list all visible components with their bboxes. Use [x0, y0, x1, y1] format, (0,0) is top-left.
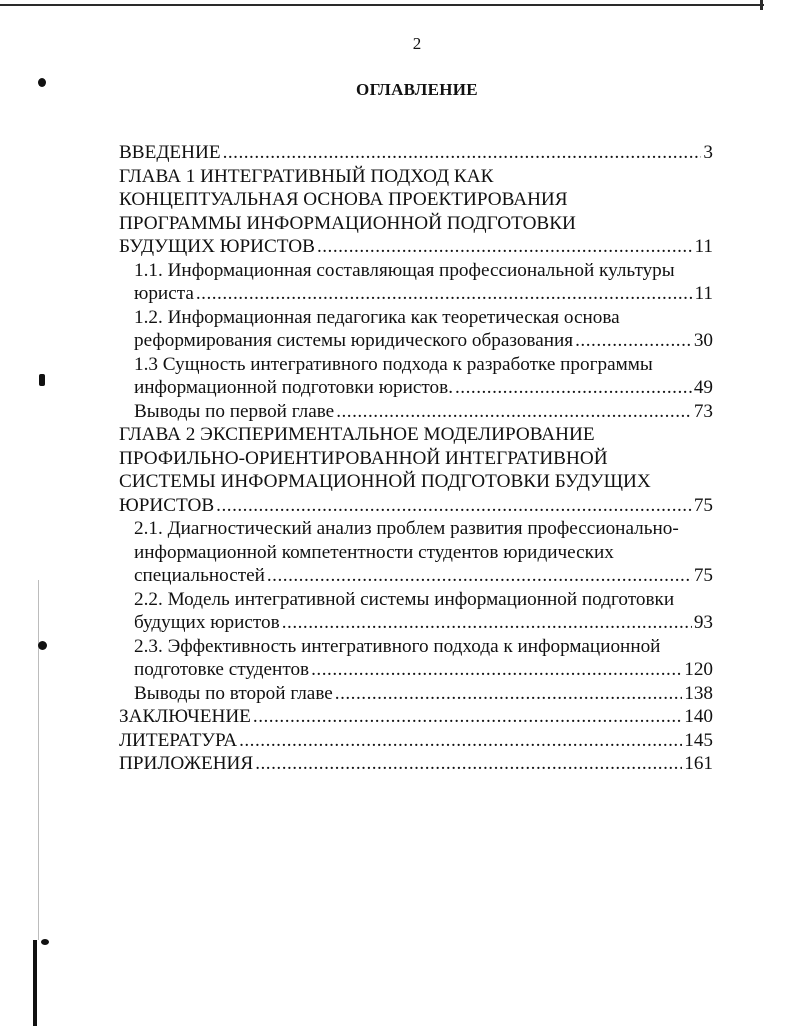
toc-page-number: 145 [684, 729, 713, 751]
toc-section-entry[interactable] [119, 682, 713, 706]
scan-speck [41, 939, 49, 945]
toc-section-entry[interactable] [119, 400, 713, 424]
toc-entry-title-line: 2.1. Диагностический анализ проблем развития профессионально- [134, 518, 679, 539]
toc-page-number: 93 [693, 612, 713, 633]
dot-leader [336, 400, 692, 424]
dot-leader [255, 752, 682, 776]
toc-entry-title: ВВЕДЕНИЕ [119, 142, 221, 163]
dot-leader [282, 611, 692, 635]
toc-page-number: 3 [703, 142, 713, 163]
toc-entry-last-line [134, 329, 713, 353]
toc-entry-last-line [134, 376, 713, 400]
toc-entry-last-line [134, 658, 713, 682]
toc-chapter-entry[interactable] [119, 705, 713, 729]
toc-entry-last-line [119, 235, 713, 259]
toc-entry-title-line: информационной компетентности студентов юридических [134, 541, 614, 563]
dot-leader [239, 729, 682, 753]
table-of-contents [119, 141, 713, 776]
toc-section-entry[interactable] [119, 306, 713, 353]
toc-page-number: 138 [684, 682, 713, 704]
dot-leader [216, 494, 692, 518]
toc-entry-title: юриста [134, 283, 194, 304]
toc-page-number: 75 [693, 565, 713, 586]
dot-leader [455, 376, 692, 400]
toc-entry-title: ПРИЛОЖЕНИЯ [119, 753, 254, 774]
toc-page-number: 11 [694, 236, 713, 257]
toc-entry-title-line: ПРОГРАММЫ ИНФОРМАЦИОННОЙ ПОДГОТОВКИ [119, 212, 576, 234]
toc-page-number: 73 [693, 400, 713, 422]
toc-entry-last-line [134, 564, 713, 588]
toc-entry-title: специальностей [134, 565, 265, 586]
toc-entry-title-line: ПРОФИЛЬНО-ОРИЕНТИРОВАННОЙ ИНТЕГРАТИВНОЙ [119, 447, 608, 469]
dot-leader [223, 141, 702, 165]
page-number: 2 [412, 34, 422, 53]
toc-entry-last-line [134, 400, 713, 424]
toc-chapter-entry[interactable] [119, 141, 713, 165]
toc-entry-title: ЛИТЕРАТУРА [119, 729, 238, 751]
toc-chapter-entry[interactable] [119, 752, 713, 776]
toc-entry-title: будущих юристов [134, 612, 280, 633]
toc-chapter-entry[interactable] [119, 165, 713, 259]
scan-speck [38, 641, 47, 650]
toc-entry-title-line: ГЛАВА 1 ИНТЕГРАТИВНЫЙ ПОДХОД КАК [119, 165, 494, 187]
toc-entry-title: ЮРИСТОВ [119, 494, 215, 516]
toc-entry-last-line [119, 752, 713, 776]
toc-entry-title-line: 2.2. Модель интегративной системы информационной подготовки [134, 588, 675, 610]
toc-entry-last-line [119, 494, 713, 518]
toc-entry-last-line [134, 282, 713, 306]
toc-entry-title-line: 1.3 Сущность интегративного подхода к разработке программы [134, 353, 653, 375]
dot-leader [575, 329, 692, 353]
dot-leader [317, 235, 693, 259]
toc-page-number: 161 [684, 753, 713, 774]
toc-entry-last-line [119, 141, 713, 165]
toc-entry-last-line [134, 682, 713, 706]
toc-entry-title: Выводы по второй главе [134, 682, 333, 704]
scan-corner-mark [760, 0, 763, 10]
toc-entry-title-line: 2.3. Эффективность интегративного подхода к информационной [134, 635, 661, 657]
toc-section-entry[interactable] [119, 259, 713, 306]
dot-leader [253, 705, 682, 729]
toc-page-number: 49 [693, 377, 713, 398]
scan-left-bar [33, 940, 37, 1026]
toc-entry-title-line: 1.2. Информационная педагогика как теоретическая основа [134, 306, 620, 328]
toc-section-entry[interactable] [119, 353, 713, 400]
toc-entry-title: ЗАКЛЮЧЕНИЕ [119, 706, 251, 727]
toc-section-entry[interactable] [119, 635, 713, 682]
toc-entry-title: подготовке студентов [134, 659, 310, 680]
scan-top-border [0, 4, 764, 6]
page-title: ОГЛАВЛЕНИЕ [356, 80, 478, 99]
toc-section-entry[interactable] [119, 517, 713, 588]
toc-page-number: 11 [694, 283, 713, 304]
scan-speck [39, 374, 45, 386]
dot-leader [196, 282, 693, 306]
toc-entry-title-line: ГЛАВА 2 ЭКСПЕРИМЕНТАЛЬНОЕ МОДЕЛИРОВАНИЕ [119, 424, 595, 445]
toc-entry-title-line: 1.1. Информационная составляющая профессиональной культуры [134, 259, 675, 281]
toc-entry-title: Выводы по первой главе [134, 400, 335, 422]
toc-entry-title: информационной подготовки юристов. [134, 377, 453, 398]
toc-entry-last-line [119, 705, 713, 729]
toc-chapter-entry[interactable] [119, 423, 713, 517]
toc-entry-title: БУДУЩИХ ЮРИСТОВ [119, 236, 315, 257]
scan-left-edge [38, 580, 39, 940]
toc-entry-title-line: КОНЦЕПТУАЛЬНАЯ ОСНОВА ПРОЕКТИРОВАНИЯ [119, 189, 568, 210]
dot-leader [311, 658, 682, 682]
toc-page-number: 120 [684, 659, 713, 680]
toc-chapter-entry[interactable] [119, 729, 713, 753]
toc-page-number: 30 [693, 330, 713, 351]
toc-page-number: 75 [693, 494, 713, 516]
dot-leader [335, 682, 682, 706]
toc-entry-title-line: СИСТЕМЫ ИНФОРМАЦИОННОЙ ПОДГОТОВКИ БУДУЩИХ [119, 471, 651, 492]
toc-entry-last-line [119, 729, 713, 753]
dot-leader [267, 564, 692, 588]
toc-page-number: 140 [684, 706, 713, 727]
toc-section-entry[interactable] [119, 588, 713, 635]
toc-entry-last-line [134, 611, 713, 635]
toc-entry-title: реформирования системы юридического образования [134, 330, 574, 351]
